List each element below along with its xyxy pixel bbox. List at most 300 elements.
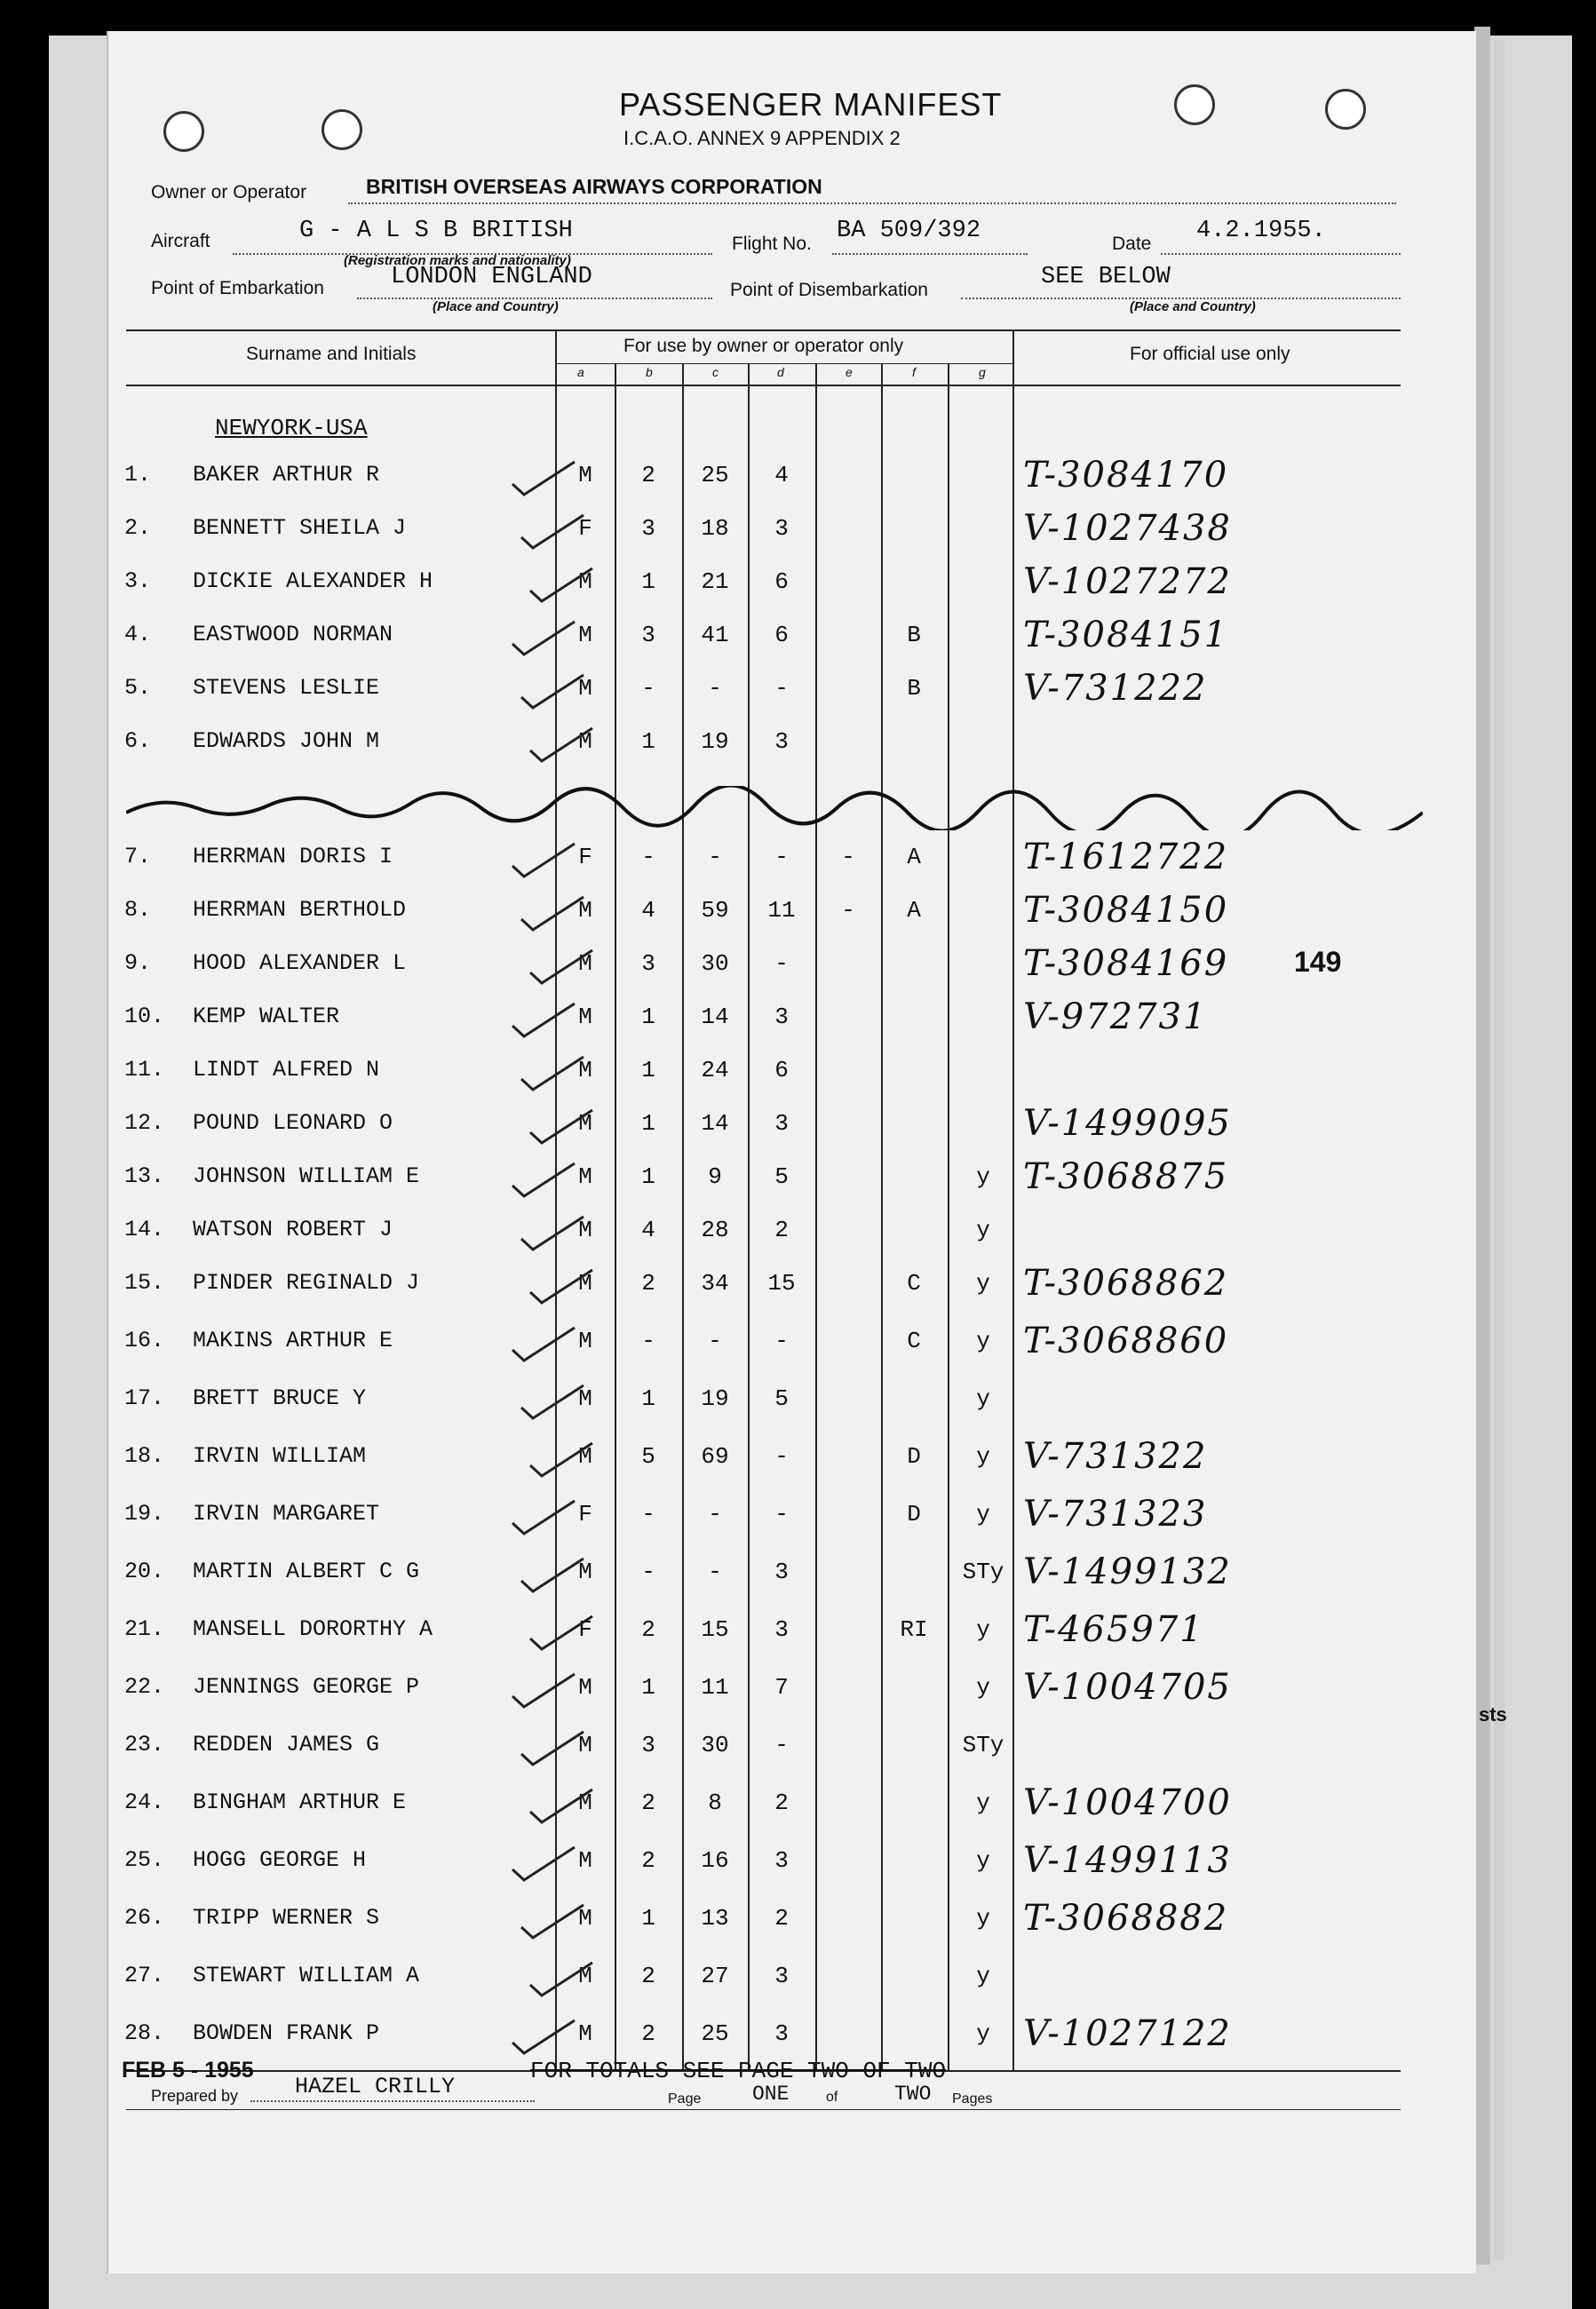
cell-d: 2 bbox=[774, 1905, 789, 1932]
cell-d: 7 bbox=[774, 1674, 789, 1701]
cell-d: 5 bbox=[774, 1385, 789, 1412]
passenger-name: IRVIN WILLIAM bbox=[193, 1443, 367, 1469]
owner-line bbox=[348, 202, 1396, 204]
cell-c: 30 bbox=[701, 950, 729, 977]
row-number: 28. bbox=[124, 2020, 165, 2046]
cell-a: M bbox=[578, 1732, 592, 1758]
cell-g: y bbox=[976, 1443, 990, 1470]
column-divider bbox=[1012, 329, 1014, 2070]
cell-a: F bbox=[578, 1501, 592, 1527]
row-number: 24. bbox=[124, 1789, 165, 1815]
cell-c: - bbox=[708, 844, 722, 870]
cell-c: - bbox=[708, 1559, 722, 1585]
cell-b: 2 bbox=[641, 1270, 655, 1297]
aircraft-line bbox=[233, 253, 712, 255]
cell-a: M bbox=[578, 1559, 592, 1585]
of-label: of bbox=[826, 2090, 838, 2105]
totals-note: FOR TOTALS SEE PAGE TWO OF TWO bbox=[530, 2058, 947, 2084]
cell-b: 3 bbox=[641, 622, 655, 648]
cell-f: C bbox=[907, 1270, 921, 1297]
cell-d: 6 bbox=[774, 568, 789, 595]
cell-d: 15 bbox=[767, 1270, 796, 1297]
row-number: 2. bbox=[124, 515, 152, 541]
aircraft-label: Aircraft bbox=[151, 231, 210, 251]
cell-a: M bbox=[578, 1004, 592, 1030]
cell-g: y bbox=[976, 1270, 990, 1297]
subcolumn-rule bbox=[557, 363, 1014, 364]
passenger-name: STEWART WILLIAM A bbox=[193, 1963, 420, 1988]
official-number: V-731322 bbox=[1023, 1436, 1208, 1477]
cell-b: 3 bbox=[641, 515, 655, 542]
cell-a: M bbox=[578, 1789, 592, 1816]
check-mark-icon bbox=[526, 724, 597, 768]
cell-g: y bbox=[976, 1963, 990, 1989]
cell-d: 11 bbox=[767, 897, 796, 924]
cell-g: y bbox=[976, 1328, 990, 1354]
passenger-name: IRVIN MARGARET bbox=[193, 1501, 380, 1527]
row-number: 8. bbox=[124, 897, 152, 923]
punch-hole bbox=[1174, 84, 1215, 125]
cell-e: - bbox=[841, 844, 855, 870]
check-mark-icon bbox=[508, 457, 579, 502]
official-number: T-3084151 bbox=[1023, 615, 1229, 655]
row-number: 17. bbox=[124, 1385, 165, 1411]
cell-c: 34 bbox=[701, 1270, 729, 1297]
passenger-name: KEMP WALTER bbox=[193, 1004, 340, 1029]
cell-c: - bbox=[708, 1328, 722, 1354]
page-value: ONE bbox=[752, 2083, 790, 2106]
row-number: 6. bbox=[124, 728, 152, 754]
official-number: V-1027122 bbox=[1023, 2013, 1232, 2054]
cell-a: M bbox=[578, 568, 592, 595]
cell-f: B bbox=[907, 622, 921, 648]
row-number: 12. bbox=[124, 1110, 165, 1136]
cell-a: M bbox=[578, 1385, 592, 1412]
cell-b: 1 bbox=[641, 1163, 655, 1190]
date-line bbox=[1161, 253, 1401, 255]
row-number: 23. bbox=[124, 1732, 165, 1758]
check-mark-icon bbox=[517, 1554, 588, 1599]
cell-b: 5 bbox=[641, 1443, 655, 1470]
check-mark-icon bbox=[508, 2016, 579, 2060]
date-value: 4.2.1955. bbox=[1196, 218, 1326, 244]
cell-g: STy bbox=[962, 1559, 1004, 1585]
official-number: V-731323 bbox=[1023, 1494, 1208, 1535]
official-number: V-1499095 bbox=[1023, 1103, 1232, 1144]
passenger-name: MAKINS ARTHUR E bbox=[193, 1328, 393, 1353]
cell-b: 2 bbox=[641, 1789, 655, 1816]
cell-d: - bbox=[774, 675, 789, 702]
page-label: Page bbox=[668, 2091, 702, 2107]
cell-d: 2 bbox=[774, 1217, 789, 1243]
margin-note: 149 bbox=[1294, 946, 1342, 978]
cell-d: 3 bbox=[774, 1847, 789, 1874]
embarkation-label: Point of Embarkation bbox=[151, 278, 324, 298]
cell-d: - bbox=[774, 844, 789, 870]
cell-g: y bbox=[976, 1217, 990, 1243]
passenger-name: MANSELL DORORTHY A bbox=[193, 1616, 433, 1642]
passenger-name: BRETT BRUCE Y bbox=[193, 1385, 367, 1411]
cell-a: F bbox=[578, 1616, 592, 1643]
column-header-name: Surname and Initials bbox=[246, 344, 417, 364]
disembarkation-value: SEE BELOW bbox=[1041, 264, 1171, 290]
subcol-f: f bbox=[912, 365, 916, 379]
passenger-name: REDDEN JAMES G bbox=[193, 1732, 380, 1758]
passenger-name: EDWARDS JOHN M bbox=[193, 728, 380, 754]
check-mark-icon bbox=[508, 1159, 579, 1203]
cell-f: D bbox=[907, 1501, 921, 1527]
cell-b: 1 bbox=[641, 1057, 655, 1083]
column-divider bbox=[881, 363, 883, 2070]
flight-line bbox=[832, 253, 1028, 255]
official-number: T-3068875 bbox=[1023, 1156, 1229, 1197]
official-number: V-1027272 bbox=[1023, 561, 1232, 602]
subcol-g: g bbox=[979, 365, 986, 379]
cell-c: 18 bbox=[701, 515, 729, 542]
cell-d: - bbox=[774, 1443, 789, 1470]
row-number: 22. bbox=[124, 1674, 165, 1700]
cell-c: 69 bbox=[701, 1443, 729, 1470]
cell-a: M bbox=[578, 1328, 592, 1354]
check-mark-icon bbox=[508, 999, 579, 1043]
cell-d: 3 bbox=[774, 1616, 789, 1643]
cell-e: - bbox=[841, 897, 855, 924]
prepared-value: HAZEL CRILLY bbox=[295, 2074, 456, 2099]
cell-g: STy bbox=[962, 1732, 1004, 1758]
row-number: 1. bbox=[124, 462, 152, 488]
check-mark-icon bbox=[526, 1439, 597, 1483]
cell-a: M bbox=[578, 1905, 592, 1932]
cell-g: y bbox=[976, 1163, 990, 1190]
passenger-name: STEVENS LESLIE bbox=[193, 675, 380, 701]
embarkation-value: LONDON ENGLAND bbox=[391, 264, 592, 290]
official-number: T-3068882 bbox=[1023, 1898, 1229, 1939]
cell-d: 3 bbox=[774, 1004, 789, 1030]
column-divider bbox=[615, 363, 616, 2070]
cell-c: - bbox=[708, 1501, 722, 1527]
cell-c: 24 bbox=[701, 1057, 729, 1083]
cell-b: 1 bbox=[641, 1110, 655, 1137]
cell-g: y bbox=[976, 1501, 990, 1527]
cell-d: 6 bbox=[774, 1057, 789, 1083]
pages-value: TWO bbox=[894, 2083, 932, 2106]
cell-a: F bbox=[578, 515, 592, 542]
cell-f: RI bbox=[900, 1616, 928, 1643]
official-number: T-1612722 bbox=[1023, 837, 1229, 877]
passenger-name: PINDER REGINALD J bbox=[193, 1270, 420, 1296]
official-number: V-972731 bbox=[1023, 996, 1208, 1037]
cell-a: M bbox=[578, 1163, 592, 1190]
cell-b: 2 bbox=[641, 1616, 655, 1643]
cell-d: - bbox=[774, 1328, 789, 1354]
check-mark-icon bbox=[508, 1323, 579, 1368]
cell-f: A bbox=[907, 897, 921, 924]
cell-f: D bbox=[907, 1443, 921, 1470]
cell-c: 25 bbox=[701, 462, 729, 488]
official-number: V-731222 bbox=[1023, 668, 1208, 709]
cell-c: 16 bbox=[701, 1847, 729, 1874]
row-number: 16. bbox=[124, 1328, 165, 1353]
cell-g: y bbox=[976, 1789, 990, 1816]
column-divider bbox=[682, 363, 684, 2070]
cell-c: 8 bbox=[708, 1789, 722, 1816]
cell-d: 4 bbox=[774, 462, 789, 488]
check-mark-icon bbox=[526, 1106, 597, 1150]
cell-d: 3 bbox=[774, 1963, 789, 1989]
date-label: Date bbox=[1112, 234, 1152, 254]
cell-a: M bbox=[578, 675, 592, 702]
table-top-rule bbox=[126, 329, 1401, 331]
punch-hole bbox=[322, 109, 362, 150]
cell-c: 14 bbox=[701, 1110, 729, 1137]
passenger-name: MARTIN ALBERT C G bbox=[193, 1559, 420, 1584]
official-number: V-1027438 bbox=[1023, 508, 1232, 549]
cell-b: - bbox=[641, 1559, 655, 1585]
official-number: T-465971 bbox=[1023, 1609, 1204, 1650]
check-mark-icon bbox=[508, 839, 579, 884]
cell-b: 1 bbox=[641, 1674, 655, 1701]
row-number: 20. bbox=[124, 1559, 165, 1584]
cell-g: y bbox=[976, 1674, 990, 1701]
cell-c: 25 bbox=[701, 2020, 729, 2047]
passenger-name: BAKER ARTHUR R bbox=[193, 462, 380, 488]
check-mark-icon bbox=[517, 511, 588, 555]
cell-b: 2 bbox=[641, 1963, 655, 1989]
cell-c: 13 bbox=[701, 1905, 729, 1932]
cell-c: 30 bbox=[701, 1732, 729, 1758]
cell-b: 3 bbox=[641, 1732, 655, 1758]
row-number: 4. bbox=[124, 622, 152, 647]
row-number: 14. bbox=[124, 1217, 165, 1242]
pages-label: Pages bbox=[952, 2091, 993, 2107]
disembarkation-label: Point of Disembarkation bbox=[730, 280, 928, 300]
cell-b: 1 bbox=[641, 1004, 655, 1030]
passenger-name: BENNETT SHEILA J bbox=[193, 515, 407, 541]
cell-d: 2 bbox=[774, 1789, 789, 1816]
passenger-name: HERRMAN BERTHOLD bbox=[193, 897, 407, 923]
manifest-title: PASSENGER MANIFEST bbox=[619, 86, 1003, 123]
official-number: V-1499132 bbox=[1023, 1551, 1232, 1592]
cell-g: y bbox=[976, 1847, 990, 1874]
cell-c: 11 bbox=[701, 1674, 729, 1701]
check-mark-icon bbox=[508, 1670, 579, 1714]
check-mark-icon bbox=[508, 1843, 579, 1887]
disembarkation-note: (Place and Country) bbox=[1130, 299, 1256, 314]
cell-d: 3 bbox=[774, 728, 789, 755]
cell-d: - bbox=[774, 1501, 789, 1527]
column-divider bbox=[815, 363, 817, 2070]
cell-f: C bbox=[907, 1328, 921, 1354]
official-number: V-1004700 bbox=[1023, 1782, 1232, 1823]
cell-g: y bbox=[976, 1385, 990, 1412]
check-mark-icon bbox=[526, 1958, 597, 2003]
cell-d: 3 bbox=[774, 1559, 789, 1585]
cell-c: 9 bbox=[708, 1163, 722, 1190]
cell-b: 2 bbox=[641, 462, 655, 488]
cell-b: 3 bbox=[641, 950, 655, 977]
cell-d: 3 bbox=[774, 515, 789, 542]
punch-hole bbox=[163, 111, 204, 152]
manifest-subtitle: I.C.A.O. ANNEX 9 APPENDIX 2 bbox=[623, 127, 901, 149]
passenger-name: BINGHAM ARTHUR E bbox=[193, 1789, 407, 1815]
cell-b: 2 bbox=[641, 1847, 655, 1874]
check-mark-icon bbox=[517, 1381, 588, 1425]
row-number: 27. bbox=[124, 1963, 165, 1988]
passenger-name: HOOD ALEXANDER L bbox=[193, 950, 407, 976]
cell-a: M bbox=[578, 1110, 592, 1137]
row-number: 18. bbox=[124, 1443, 165, 1469]
stacked-page-edge bbox=[1474, 27, 1490, 2265]
subcol-b: b bbox=[646, 365, 653, 379]
cell-f: B bbox=[907, 675, 921, 702]
cell-a: M bbox=[578, 1057, 592, 1083]
cell-f: A bbox=[907, 844, 921, 870]
cell-b: - bbox=[641, 1328, 655, 1354]
passenger-name: HOGG GEORGE H bbox=[193, 1847, 367, 1873]
official-number: T-3084170 bbox=[1023, 455, 1229, 496]
punch-hole bbox=[1325, 89, 1366, 130]
row-number: 3. bbox=[124, 568, 152, 594]
check-mark-icon bbox=[526, 1266, 597, 1310]
passenger-name: POUND LEONARD O bbox=[193, 1110, 393, 1136]
check-mark-icon bbox=[517, 1212, 588, 1257]
prepared-label: Prepared by bbox=[151, 2087, 239, 2105]
cell-c: 21 bbox=[701, 568, 729, 595]
check-mark-icon bbox=[508, 617, 579, 662]
column-header-official: For official use only bbox=[1130, 344, 1290, 364]
check-mark-icon bbox=[517, 893, 588, 937]
passenger-name: WATSON ROBERT J bbox=[193, 1217, 393, 1242]
cell-c: 14 bbox=[701, 1004, 729, 1030]
cell-c: 19 bbox=[701, 728, 729, 755]
check-mark-icon bbox=[508, 1496, 579, 1541]
embarkation-note: (Place and Country) bbox=[433, 299, 559, 314]
official-number: T-3084150 bbox=[1023, 890, 1229, 931]
flight-label: Flight No. bbox=[732, 234, 812, 254]
check-mark-icon bbox=[517, 1900, 588, 1945]
cell-a: M bbox=[578, 1847, 592, 1874]
cell-a: M bbox=[578, 2020, 592, 2047]
flight-value: BA 509/392 bbox=[837, 218, 981, 244]
manifest-page bbox=[107, 31, 1476, 2273]
cell-a: M bbox=[578, 1217, 592, 1243]
passenger-name: JOHNSON WILLIAM E bbox=[193, 1163, 420, 1189]
cell-c: 28 bbox=[701, 1217, 729, 1243]
row-number: 21. bbox=[124, 1616, 165, 1642]
cell-b: 2 bbox=[641, 2020, 655, 2047]
aircraft-note: (Registration marks and nationality) bbox=[344, 253, 571, 268]
official-number: V-1004705 bbox=[1023, 1667, 1232, 1708]
passenger-name: HERRMAN DORIS I bbox=[193, 844, 393, 869]
wavy-separator-line bbox=[126, 786, 1423, 830]
cell-g: y bbox=[976, 1616, 990, 1643]
column-header-owner: For use by owner or operator only bbox=[623, 336, 904, 356]
cell-b: 4 bbox=[641, 1217, 655, 1243]
cell-a: M bbox=[578, 897, 592, 924]
row-number: 19. bbox=[124, 1501, 165, 1527]
cell-b: - bbox=[641, 1501, 655, 1527]
column-divider bbox=[948, 363, 949, 2070]
subcol-c: c bbox=[712, 365, 719, 379]
cell-g: y bbox=[976, 2020, 990, 2047]
cell-b: 4 bbox=[641, 897, 655, 924]
passenger-name: TRIPP WERNER S bbox=[193, 1905, 380, 1931]
cell-b: - bbox=[641, 675, 655, 702]
cell-d: 3 bbox=[774, 2020, 789, 2047]
cell-d: 5 bbox=[774, 1163, 789, 1190]
cell-d: 3 bbox=[774, 1110, 789, 1137]
cell-b: 1 bbox=[641, 728, 655, 755]
check-mark-icon bbox=[517, 1727, 588, 1772]
owner-label: Owner or Operator bbox=[151, 182, 307, 202]
row-number: 15. bbox=[124, 1270, 165, 1296]
check-mark-icon bbox=[517, 1052, 588, 1097]
subcol-a: a bbox=[577, 365, 584, 379]
official-number: T-3068860 bbox=[1023, 1321, 1229, 1361]
prepared-line bbox=[250, 2100, 535, 2102]
cell-c: 19 bbox=[701, 1385, 729, 1412]
official-number: T-3084169 bbox=[1023, 943, 1229, 984]
stacked-page-edge bbox=[1494, 40, 1505, 2260]
owner-value: BRITISH OVERSEAS AIRWAYS CORPORATION bbox=[366, 175, 822, 198]
row-number: 13. bbox=[124, 1163, 165, 1189]
official-number: T-3068862 bbox=[1023, 1263, 1229, 1304]
cell-b: - bbox=[641, 844, 655, 870]
official-number: V-1499113 bbox=[1023, 1840, 1232, 1881]
row-number: 7. bbox=[124, 844, 152, 869]
row-number: 26. bbox=[124, 1905, 165, 1931]
cell-a: M bbox=[578, 1443, 592, 1470]
row-number: 10. bbox=[124, 1004, 165, 1029]
cell-a: M bbox=[578, 462, 592, 488]
cell-c: 41 bbox=[701, 622, 729, 648]
cell-a: F bbox=[578, 844, 592, 870]
cell-c: 15 bbox=[701, 1616, 729, 1643]
passenger-name: JENNINGS GEORGE P bbox=[193, 1674, 420, 1700]
cell-a: M bbox=[578, 728, 592, 755]
passenger-name: BOWDEN FRANK P bbox=[193, 2020, 380, 2046]
cell-c: 59 bbox=[701, 897, 729, 924]
row-number: 25. bbox=[124, 1847, 165, 1873]
cell-b: 1 bbox=[641, 568, 655, 595]
cell-b: 1 bbox=[641, 1905, 655, 1932]
date-stamp: FEB 5 - 1955 bbox=[122, 2058, 254, 2083]
cell-d: - bbox=[774, 950, 789, 977]
row-number: 11. bbox=[124, 1057, 165, 1083]
check-mark-icon bbox=[526, 1785, 597, 1829]
passenger-name: EASTWOOD NORMAN bbox=[193, 622, 393, 647]
row-number: 5. bbox=[124, 675, 152, 701]
cell-a: M bbox=[578, 950, 592, 977]
cell-a: M bbox=[578, 1674, 592, 1701]
subcol-d: d bbox=[777, 365, 784, 379]
check-mark-icon bbox=[517, 670, 588, 715]
check-mark-icon bbox=[526, 1612, 597, 1656]
row-number: 9. bbox=[124, 950, 152, 976]
check-mark-icon bbox=[526, 946, 597, 990]
check-mark-icon bbox=[526, 564, 597, 608]
cell-c: - bbox=[708, 675, 722, 702]
passenger-name: DICKIE ALEXANDER H bbox=[193, 568, 433, 594]
table-header-rule bbox=[126, 385, 1401, 386]
section-label: NEWYORK-USA bbox=[215, 415, 368, 441]
cell-g: y bbox=[976, 1905, 990, 1932]
cell-d: - bbox=[774, 1732, 789, 1758]
footer-rule bbox=[126, 2109, 1401, 2110]
column-divider bbox=[748, 363, 750, 2070]
edge-text-fragment: sts bbox=[1479, 1703, 1507, 1726]
aircraft-value: G - A L S B BRITISH bbox=[299, 218, 573, 244]
